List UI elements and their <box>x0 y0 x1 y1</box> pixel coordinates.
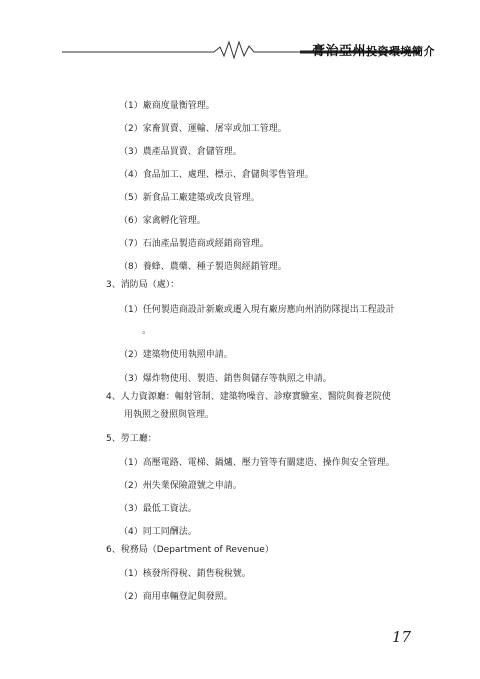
list-item: （3）農產品買賣、倉儲管理。 <box>119 147 242 157</box>
page-number: 17 <box>392 628 412 646</box>
list-item: （3）最低工資法。 <box>119 504 197 514</box>
section-heading: 3、消防局（處）： <box>106 280 180 290</box>
list-item: （2）建築物使用執照申請。 <box>119 350 233 360</box>
section-heading: 4、人力資源廳：輻射管制、建築物噪音、診療實驗室、醫院與養老院使 <box>106 392 391 402</box>
list-item: （5）新食品工廠建築或改良管理。 <box>119 193 260 203</box>
list-item: （1）高壓電路、電梯、鍋爐、壓力管等有關建造、操作與安全管理。 <box>119 458 395 468</box>
list-item: （8）養蜂、農藥、種子製造與經銷管理。 <box>119 262 287 272</box>
list-item: （2）商用車輛登記與發照。 <box>119 592 233 602</box>
header-title-main: 膏治亞州 <box>312 44 367 59</box>
list-item: （4）食品加工、處理、標示、倉儲與零售管理。 <box>119 170 314 180</box>
list-item-continuation: 。 <box>142 326 152 336</box>
section-heading: 6、稅務局（Department of Revenue） <box>106 545 274 555</box>
list-item: （1）核發所得稅、銷售稅稅號。 <box>119 569 251 579</box>
list-item: （7）石油產品製造商或經銷商管理。 <box>119 239 269 249</box>
list-item: （6）家禽孵化管理。 <box>119 216 206 226</box>
section-heading: 5、勞工廳： <box>106 434 157 444</box>
list-item: （2）州失業保險證號之申請。 <box>119 481 242 491</box>
section-heading-continuation: 用執照之發照與管理。 <box>124 410 215 420</box>
list-item: （2）家畜買賣、運輸、屠宰或加工管理。 <box>119 124 287 134</box>
list-item: （4）同工同酬法。 <box>119 527 197 537</box>
list-item: （3）爆炸物使用、製造、銷售與儲存等執照之申請。 <box>119 374 332 384</box>
header-title-sub: 投資環境簡介 <box>366 45 436 58</box>
list-item: （1）任何製造商設計新廠或遷入現有廠房應向州消防隊提出工程設計 <box>119 305 395 315</box>
list-item: （1）廠商度量衡管理。 <box>119 101 215 111</box>
